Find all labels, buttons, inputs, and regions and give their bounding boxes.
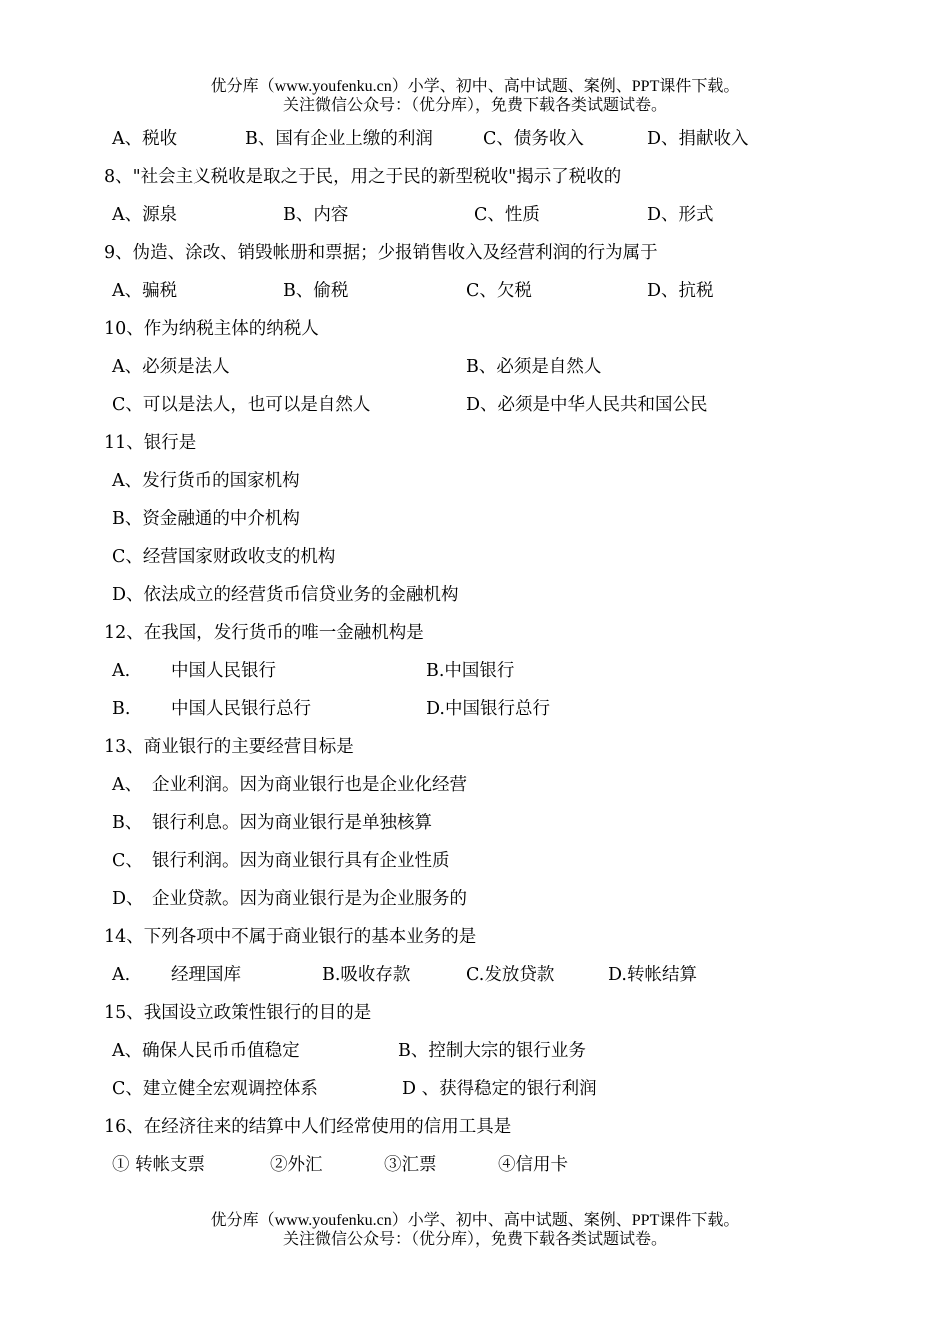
q14-option-a-text: 经理国库	[171, 965, 241, 985]
q9-option-c: C、欠税	[466, 281, 532, 301]
q7-option-c: C、债务收入	[483, 129, 584, 149]
q10-option-b: B、必须是自然人	[466, 357, 602, 377]
q16-question: 16、在经济往来的结算中人们经常使用的信用工具是	[104, 1117, 512, 1137]
q12-option-a-text: 中国人民银行	[171, 661, 276, 681]
q12-option-c-text: 中国人民银行总行	[171, 699, 311, 719]
q9-option-a: A、骗税	[112, 281, 178, 301]
q10-option-d: D、必须是中华人民共和国公民	[466, 395, 708, 415]
q11-question: 11、银行是	[104, 433, 197, 453]
q14-option-c: C.发放贷款	[466, 965, 555, 985]
q8-option-b: B、内容	[283, 205, 349, 225]
q12-option-b: B.中国银行	[426, 661, 515, 681]
q15-option-c: C、建立健全宏观调控体系	[112, 1079, 318, 1099]
q15-option-b: B、控制大宗的银行业务	[398, 1041, 586, 1061]
q7-option-d: D、捐献收入	[647, 129, 749, 149]
q12-option-d: D.中国银行总行	[426, 699, 550, 719]
q15-question: 15、我国设立政策性银行的目的是	[104, 1003, 372, 1023]
q16-option-4: ④信用卡	[498, 1155, 568, 1175]
header-line-2: 关注微信公众号：（优分库），免费下载各类试题试卷。	[282, 97, 667, 114]
q16-option-3: ③汇票	[384, 1155, 437, 1175]
q13-option-c-label: C、	[112, 851, 143, 871]
q9-option-b: B、偷税	[283, 281, 349, 301]
q10-option-a: A、必须是法人	[112, 357, 230, 377]
q13-option-d-text: 企业贷款。因为商业银行是为企业服务的	[152, 889, 467, 909]
q13-option-a-text: 企业利润。因为商业银行也是企业化经营	[152, 775, 467, 795]
q15-option-a: A、确保人民币币值稳定	[112, 1041, 300, 1061]
q13-option-c-text: 银行利润。因为商业银行具有企业性质	[152, 851, 450, 871]
q8-option-d: D、形式	[647, 205, 714, 225]
page-header	[0, 77, 950, 115]
q9-question: 9、伪造、涂改、销毁帐册和票据；少报销售收入及经营利润的行为属于	[104, 243, 658, 263]
q14-option-b: B.吸收存款	[322, 965, 411, 985]
q14-question: 14、下列各项中不属于商业银行的基本业务的是	[104, 927, 477, 947]
q13-option-b-text: 银行利息。因为商业银行是单独核算	[152, 813, 432, 833]
q11-option-d: D、依法成立的经营货币信贷业务的金融机构	[112, 585, 459, 605]
q14-option-a-label: A.	[112, 965, 131, 985]
q7-option-a: A、税收	[112, 129, 178, 149]
q13-option-d-label: D、	[112, 889, 144, 909]
q13-option-a-label: A、	[112, 775, 143, 795]
q13-question: 13、商业银行的主要经营目标是	[104, 737, 354, 757]
header-line-1: 优分库（www.youfenku.cn）小学、初中、高中试题、案例、PPT课件下载。	[210, 78, 740, 95]
q11-option-c: C、经营国家财政收支的机构	[112, 547, 336, 567]
q10-option-c: C、可以是法人，也可以是自然人	[112, 395, 371, 415]
q12-option-c-label: B.	[112, 699, 131, 719]
page-footer	[0, 1211, 950, 1249]
q16-option-1: ① 转帐支票	[112, 1155, 206, 1175]
q10-question: 10、作为纳税主体的纳税人	[104, 319, 319, 339]
q14-option-d: D.转帐结算	[608, 965, 697, 985]
q8-option-c: C、性质	[474, 205, 540, 225]
q12-question: 12、在我国，发行货币的唯一金融机构是	[104, 623, 424, 643]
q7-option-b: B、国有企业上缴的利润	[245, 129, 433, 149]
q12-option-a-label: A.	[112, 661, 131, 681]
q9-option-d: D、抗税	[647, 281, 714, 301]
q16-option-2: ②外汇	[270, 1155, 323, 1175]
q8-question: 8、"社会主义税收是取之于民，用之于民的新型税收"揭示了税收的	[104, 167, 622, 187]
q13-option-b-label: B、	[112, 813, 143, 833]
q11-option-a: A、发行货币的国家机构	[112, 471, 300, 491]
q15-option-d: D 、获得稳定的银行利润	[402, 1079, 597, 1099]
q11-option-b: B、资金融通的中介机构	[112, 509, 300, 529]
footer-line-2: 关注微信公众号：（优分库），免费下载各类试题试卷。	[282, 1231, 667, 1248]
q8-option-a: A、源泉	[112, 205, 178, 225]
footer-line-1: 优分库（www.youfenku.cn）小学、初中、高中试题、案例、PPT课件下载。	[210, 1212, 740, 1229]
